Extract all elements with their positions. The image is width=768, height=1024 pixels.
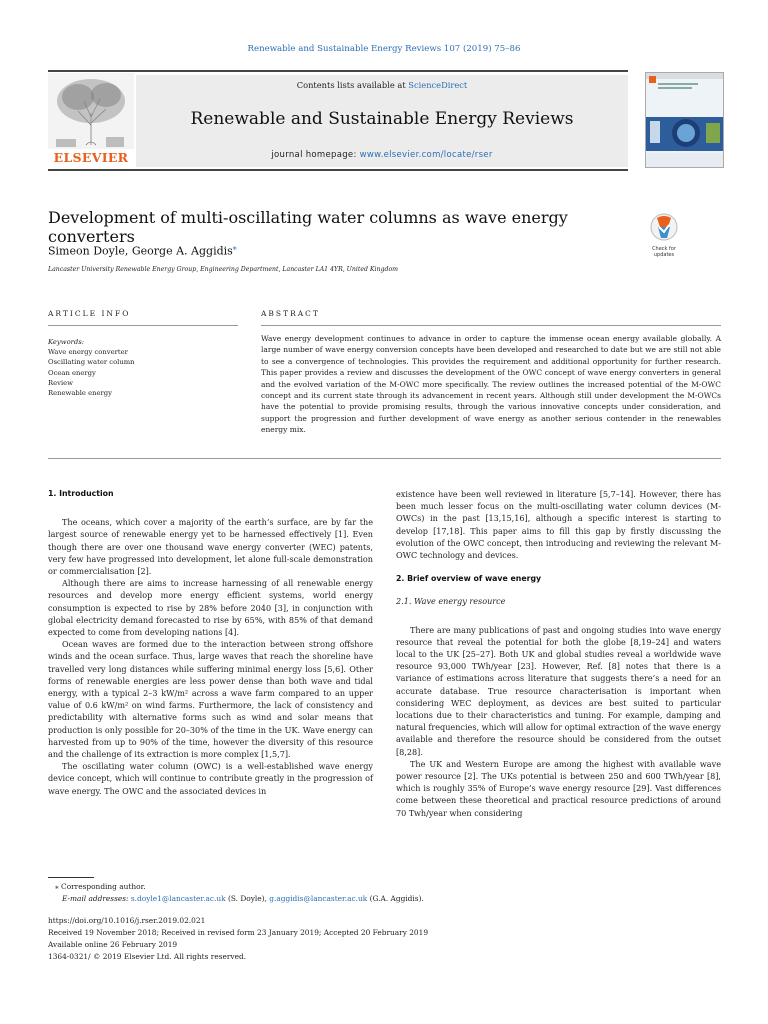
keywords-label: Keywords: bbox=[48, 338, 85, 346]
section-heading-introduction: 1. Introduction bbox=[48, 489, 114, 498]
email-owner-aggidis: (G.A. Aggidis). bbox=[367, 894, 424, 903]
crossmark-label: Check for updates bbox=[652, 246, 676, 258]
footnote-rule bbox=[48, 877, 94, 878]
abstract-text: Wave energy development continues to advance in order to capture the immense ocean energy available globally. A large number of wave energy conversion concepts have been developed and researched to date but we are still not able to see a convergence of technologies. This provides the requirement and additional opportunity for further research. This paper provides a review and discusses the development of the OWC concept of wave energy converters in general and the evolved variation of the M-OWC more specifically. The review outlines the increased potential of the M-OWC concept and its current state through its advancement in recent years. Although still under development the M-OWCs have the potential to provide promising results, through the various innovative concepts under consideration, and support the progression and further development of wave energy as another serious contender in the renewables energy mix. bbox=[261, 334, 721, 435]
abstract-bottom-rule bbox=[48, 458, 721, 459]
abstract-label: ABSTRACT bbox=[261, 309, 320, 318]
paragraph: There are many publications of past and ongoing studies into wave energy resource that reveal the potential for both the globe [8,19–24] and waters local to the UK [25–27]. Both UK and global studies reveal a worldwide wave resource 93,000 TWh/year [23]. However, Ref. [8] notes that there is a variance of estimations across literature that suggests there’s a need for an accurate database. True resource characterisation is important when considering WEC deployment, as devices are best suited to particular locations due to their characteristics and tuning. For example, damping and natural frequencies, which will allow for optimal extraction of the wave energy available and therefore the resource should be considered from the outset [8,28]. bbox=[396, 624, 721, 757]
corresponding-author-mark[interactable]: ⁎ bbox=[232, 243, 237, 252]
email-link-aggidis[interactable]: g.aggidis@lancaster.ac.uk bbox=[269, 894, 368, 903]
journal-citation-link[interactable]: Renewable and Sustainable Energy Reviews 107 (2019) 75–86 bbox=[247, 44, 521, 54]
received-dates: Received 19 November 2018; Received in revised form 23 January 2019; Accepted 20 February 2019 bbox=[48, 928, 429, 937]
check-for-updates-badge[interactable] bbox=[646, 212, 682, 258]
sciencedirect-link[interactable]: ScienceDirect bbox=[408, 80, 468, 90]
paragraph: The oceans, which cover a majority of the earth’s surface, are by far the largest source of renewable energy yet to be harnessed effectively [1]. Even though there are over one thousand wave energy converter (WEC) patents, very few have progressed into development, let alone full-scale demonstration or commercialisation [2]. bbox=[48, 517, 373, 577]
keywords-block bbox=[48, 337, 238, 398]
paragraph: existence have been well reviewed in literature [5,7–14]. However, there has been much lesser focus on the multi-oscillating water column devices (M-OWCs) in the past [13,15,16], although a specific interest is starting to develop [17,18]. This paper aims to fill this gap by firstly discussing the evolution of the OWC concept, then introducing and reviewing the relevant M-OWC technology and devices. bbox=[396, 489, 721, 561]
affiliation: Lancaster University Renewable Energy Group, Engineering Department, Lancaster LA1 4YR, United Kingdom bbox=[48, 266, 399, 273]
corresponding-note: ⁎ Corresponding author. bbox=[55, 882, 146, 891]
contents-line bbox=[136, 80, 628, 90]
author-list bbox=[48, 243, 237, 258]
article-info-rule bbox=[48, 325, 238, 326]
keyword-item: Renewable energy bbox=[48, 389, 112, 398]
abstract-rule bbox=[261, 325, 721, 326]
copyright: 1364-0321/ © 2019 Elsevier Ltd. All rights reserved. bbox=[48, 952, 247, 961]
paragraph: Ocean waves are formed due to the interaction between strong offshore winds and the ocean surface. Thus, large waves that reach the shoreline have travelled very long distances while suffering minimal energy loss [5,6]. Other forms of renewable energies are less power dense than both wave and tidal energy, with a typical 2–3 kW/m² across a wave farm compared to an upper value of 0.6 kW/m² on wind farms. Furthermore, the lack of consistency and predictability with alternative forms such as wind and solar means that production is only possible for 20–30% of the time in the UK. Wave energy can harvested from up to 90% of the time, however the diversity of this resource and the challenge of its extraction is more complex [1,5,7]. bbox=[48, 639, 373, 760]
email-link-doyle[interactable]: s.doyle1@lancaster.ac.uk bbox=[130, 894, 226, 903]
article-info-label: ARTICLE INFO bbox=[48, 309, 131, 318]
right-column bbox=[396, 488, 721, 819]
section-heading-overview: 2. Brief overview of wave energy bbox=[396, 574, 542, 584]
crossmark-icon bbox=[646, 212, 682, 242]
left-column bbox=[48, 488, 373, 797]
email-addresses bbox=[62, 894, 424, 903]
keyword-item: Oscillating water column bbox=[48, 358, 135, 367]
article-title: Development of multi-oscillating water columns as wave energy converters bbox=[48, 208, 568, 246]
subsection-heading-resource: 2.1. Wave energy resource bbox=[396, 596, 506, 607]
keyword-item: Ocean energy bbox=[48, 368, 96, 377]
paragraph: The UK and Western Europe are among the highest with available wave power resource [2]. The UKs potential is between 250 and 600 TWh/year [8], which is roughly 35% of Europe’s wave energy resource [29]. Vast differences come between these theoretical and practical resource predictions of around 70 Twh/year when considering bbox=[396, 758, 721, 818]
authors: Simeon Doyle, George A. Aggidis bbox=[48, 244, 233, 258]
doi-link[interactable]: https://doi.org/10.1016/j.rser.2019.02.021 bbox=[48, 916, 206, 925]
email-owner-doyle: (S. Doyle), bbox=[225, 894, 270, 903]
elsevier-wordmark: ELSEVIER bbox=[53, 150, 129, 165]
header-bottom-rule bbox=[48, 169, 628, 171]
email-label: E-mail addresses: bbox=[62, 894, 131, 903]
journal-homepage bbox=[136, 150, 628, 160]
homepage-link[interactable]: www.elsevier.com/locate/rser bbox=[359, 150, 493, 160]
header-top-rule bbox=[48, 70, 628, 72]
available-online: Available online 26 February 2019 bbox=[48, 940, 178, 949]
journal-cover-image bbox=[645, 72, 724, 168]
keyword-item: Wave energy converter bbox=[48, 348, 128, 357]
paragraph: Although there are aims to increase harnessing of all renewable energy resources and develop more energy efficient systems, world energy consumption is expected to rise by 28% before 2040 [3], in conjunction with global electricity demand forecasted to rise by 65%, with 85% of that demand expected to come from developing nations [4]. bbox=[48, 578, 373, 638]
homepage-prefix: journal homepage: bbox=[271, 150, 360, 160]
journal-title: Renewable and Sustainable Energy Reviews bbox=[190, 109, 574, 129]
keyword-item: Review bbox=[48, 378, 73, 387]
contents-prefix: Contents lists available at bbox=[296, 80, 409, 90]
paragraph: The oscillating water column (OWC) is a well-established wave energy device concept, which will continue to contribute greatly in the progression of wave energy. The OWC and the associated devices in bbox=[48, 761, 373, 796]
